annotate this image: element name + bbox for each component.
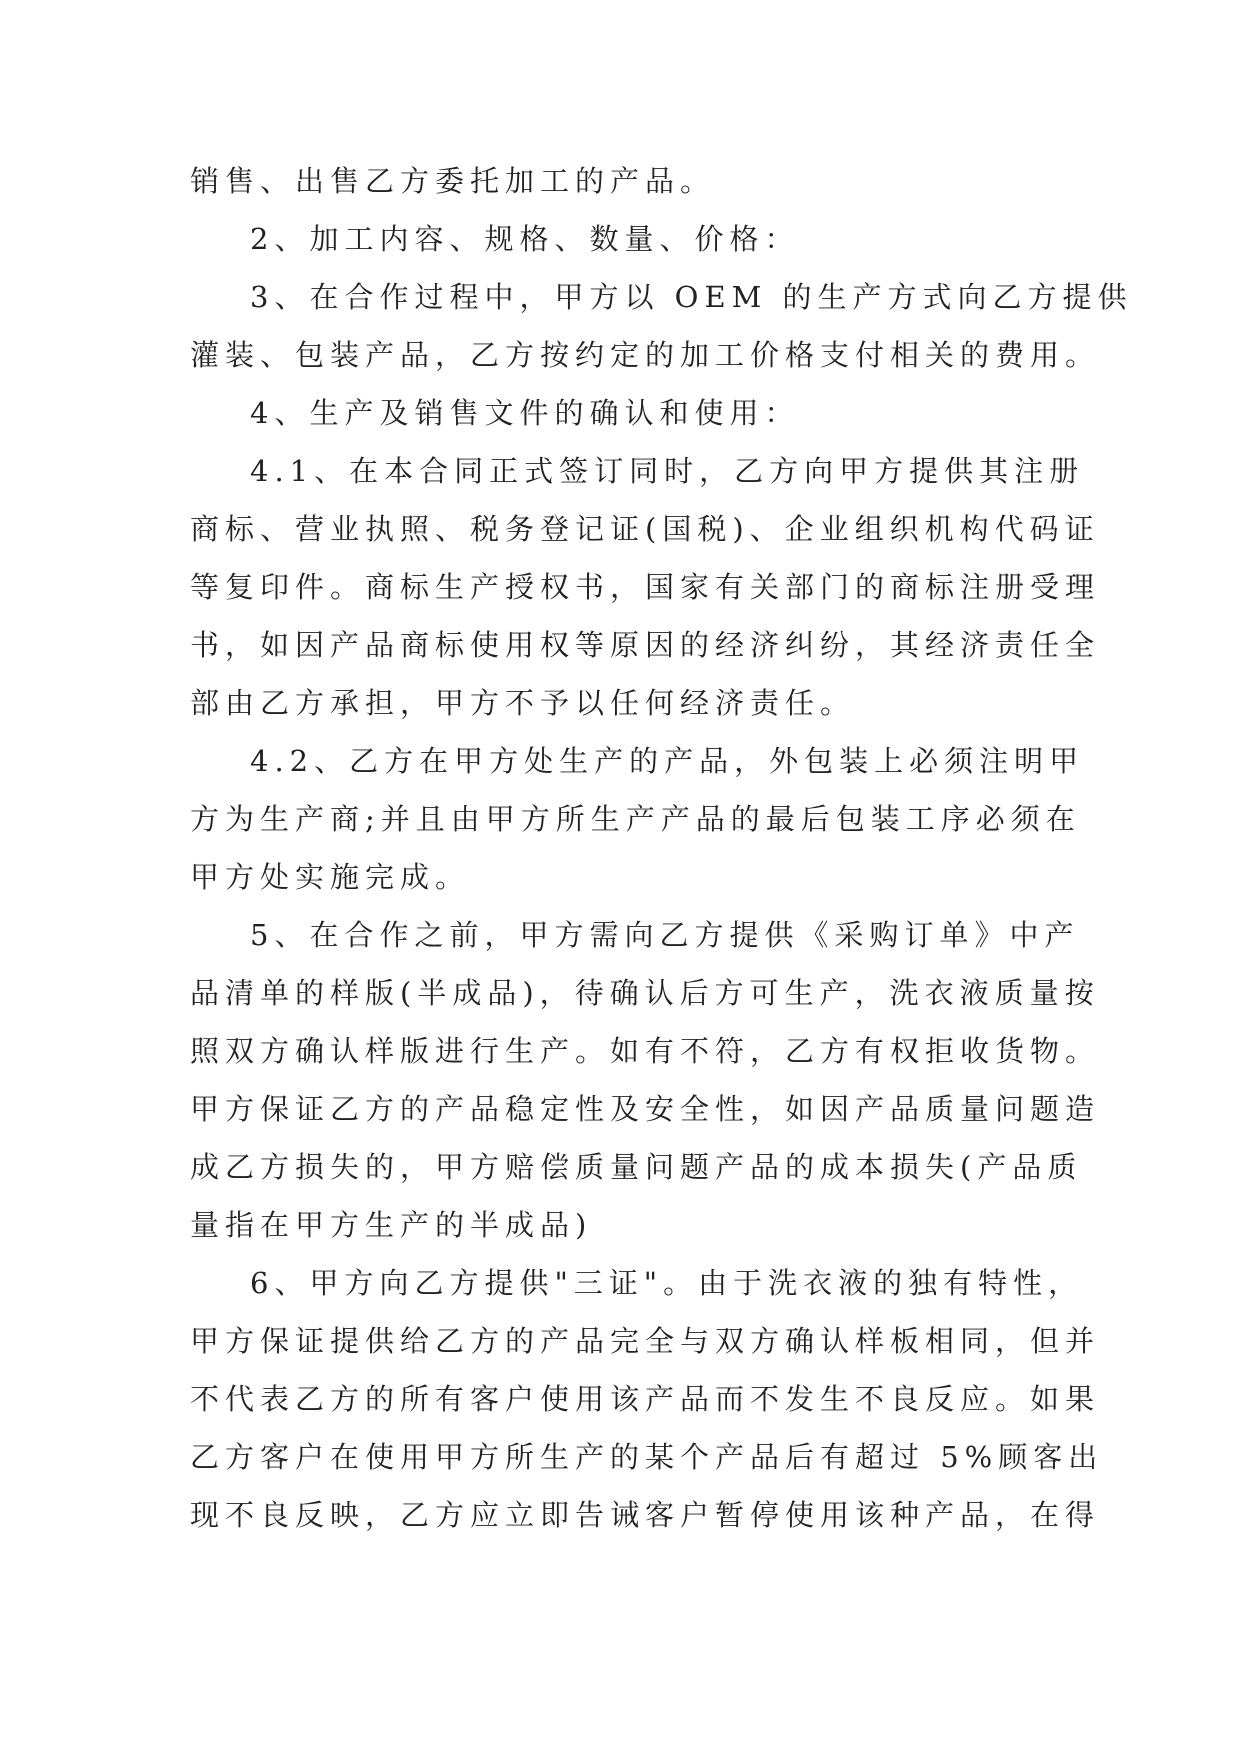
- document-body: [190, 152, 1133, 1544]
- text-line: 照双方确认样版进行生产。如有不符，乙方有权拒收货物。: [190, 1034, 1101, 1068]
- text-line: 销售、出售乙方委托加工的产品。: [190, 164, 716, 198]
- text-line: 4.1、在本合同正式签订同时，乙方向甲方提供其注册: [250, 454, 1085, 488]
- text-line: 4.2、乙方在甲方处生产的产品，外包装上必须注明甲: [250, 744, 1085, 778]
- text-line: 品清单的样版(半成品)，待确认后方可生产，洗衣液质量按: [190, 976, 1100, 1010]
- text-line: 现不良反映，乙方应立即告诫客户暂停使用该种产品，在得: [190, 1498, 1101, 1532]
- text-line: 甲方保证乙方的产品稳定性及安全性，如因产品质量问题造: [190, 1092, 1101, 1126]
- text-line: 甲方处实施完成。: [190, 860, 471, 894]
- text-line: 等复印件。商标生产授权书，国家有关部门的商标注册受理: [190, 570, 1101, 604]
- text-line: 5、在合作之前，甲方需向乙方提供《采购订单》中产: [250, 918, 1080, 952]
- text-line: 3、在合作过程中，甲方以 OEM 的生产方式向乙方提供: [250, 280, 1133, 314]
- text-line: 书，如因产品商标使用权等原因的经济纠纷，其经济责任全: [190, 628, 1101, 662]
- text-line: 4、生产及销售文件的确认和使用：: [250, 396, 800, 430]
- text-line: 商标、营业执照、税务登记证(国税)、企业组织机构代码证: [190, 512, 1100, 546]
- text-line: 灌装、包装产品，乙方按约定的加工价格支付相关的费用。: [190, 338, 1101, 372]
- text-line: 6、甲方向乙方提供"三证"。由于洗衣液的独有特性，: [250, 1266, 1084, 1300]
- text-line: 量指在甲方生产的半成品): [190, 1208, 593, 1242]
- text-line: 成乙方损失的，甲方赔偿质量问题产品的成本损失(产品质: [190, 1150, 1083, 1184]
- text-line: 不代表乙方的所有客户使用该产品而不发生不良反应。如果: [190, 1382, 1101, 1416]
- text-line: 2、加工内容、规格、数量、价格：: [250, 222, 800, 256]
- text-line: 部由乙方承担，甲方不予以任何经济责任。: [190, 686, 856, 720]
- text-line: 方为生产商;并且由甲方所生产产品的最后包装工序必须在: [190, 802, 1081, 836]
- text-line: 甲方保证提供给乙方的产品完全与双方确认样板相同，但并: [190, 1324, 1101, 1358]
- text-line: 乙方客户在使用甲方所生产的某个产品后有超过 5%顾客出: [190, 1440, 1104, 1474]
